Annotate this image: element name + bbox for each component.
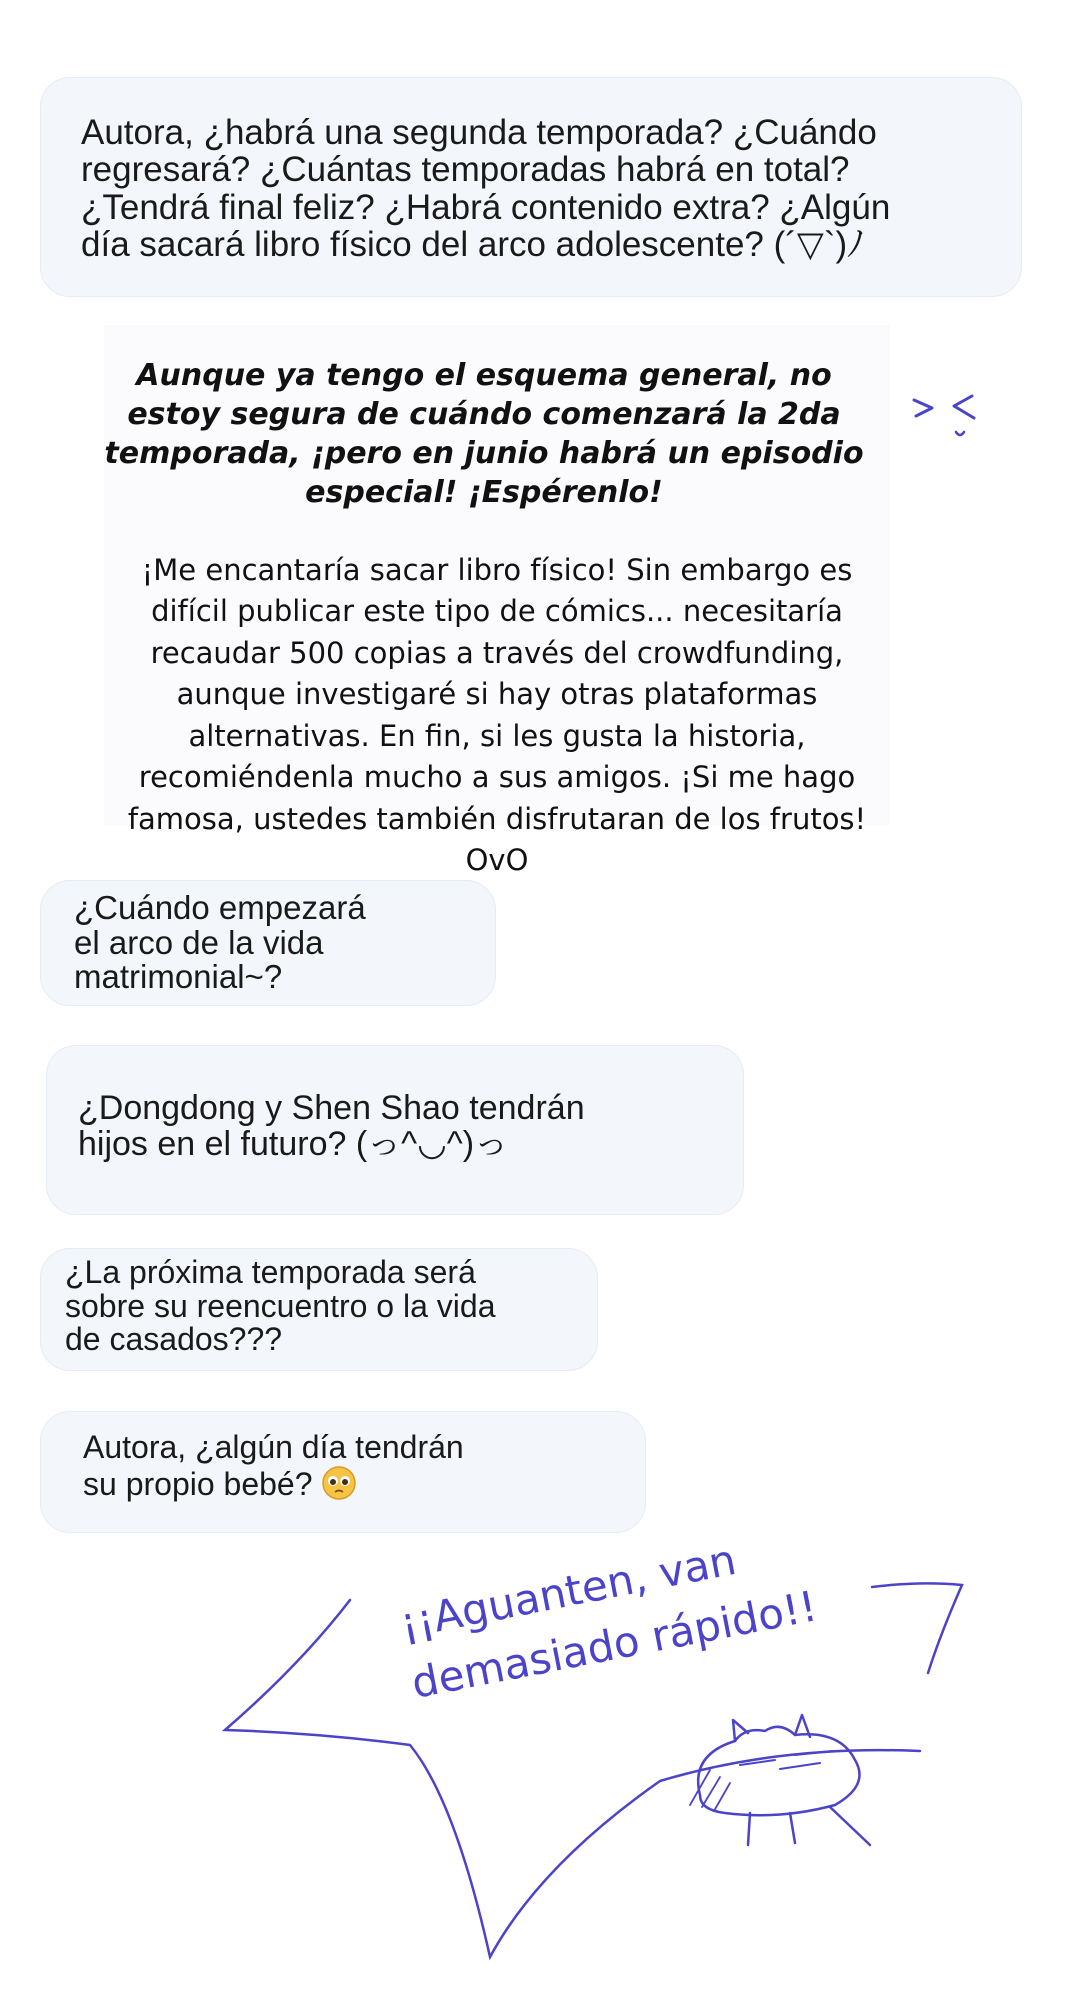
question-bubble-3: [46, 1045, 744, 1215]
handwritten-shout-text: ¡¡Aguanten, van demasiado rápido!!: [395, 1534, 821, 1708]
answer-bold-text: Aunque ya tengo el esquema general, no estoy segura de cuándo comenzará la 2da temporada, ¡pero en junio habrá un episodio especial! ¡Espérenlo!: [104, 358, 864, 510]
question-bubble-1: [40, 77, 1022, 297]
question-text-1: Autora, ¿habrá una segunda temporada? ¿Cuándo regresará? ¿Cuántas temporadas habrá en total? ¿Tendrá final feliz? ¿Habrá contenido extra? ¿Algún día sacará libro físico del arco adolescente? (´▽`)ﾉ: [81, 113, 891, 265]
question-bubble-2: [40, 880, 496, 1006]
question-text-3: ¿Dongdong y Shen Shao tendrán hijos en el futuro? (っ^◡^)っ: [78, 1089, 585, 1163]
answer-body-text: ¡Me encantaría sacar libro físico! Sin embargo es difícil publicar este tipo de cómics... necesitaría recaudar 500 copias a través del crowdfunding, aunque investigaré si hay otras plataformas alternativas. En fin, si les gusta la historia, recomiéndenla mucho a sus amigos. ¡Si me hago famosa, ustedes también disfrutaran de los frutos! OvO: [127, 553, 867, 878]
question-text-2: ¿Cuándo empezará el arco de la vida matrimonial~?: [74, 889, 366, 996]
question-text-5: [83, 1431, 464, 1501]
question-text-4: ¿La próxima temporada será sobre su reencuentro o la vida de casados???: [65, 1254, 496, 1358]
embarrassed-face-icon: [910, 388, 980, 448]
question-bubble-4: [40, 1248, 598, 1371]
author-answer-panel: [104, 325, 890, 878]
question-bubble-5: [40, 1411, 646, 1533]
question-text-5-words: Autora, ¿algún día tendrán su propio bebé?: [83, 1429, 464, 1502]
pleading-face-icon: [321, 1465, 357, 1501]
